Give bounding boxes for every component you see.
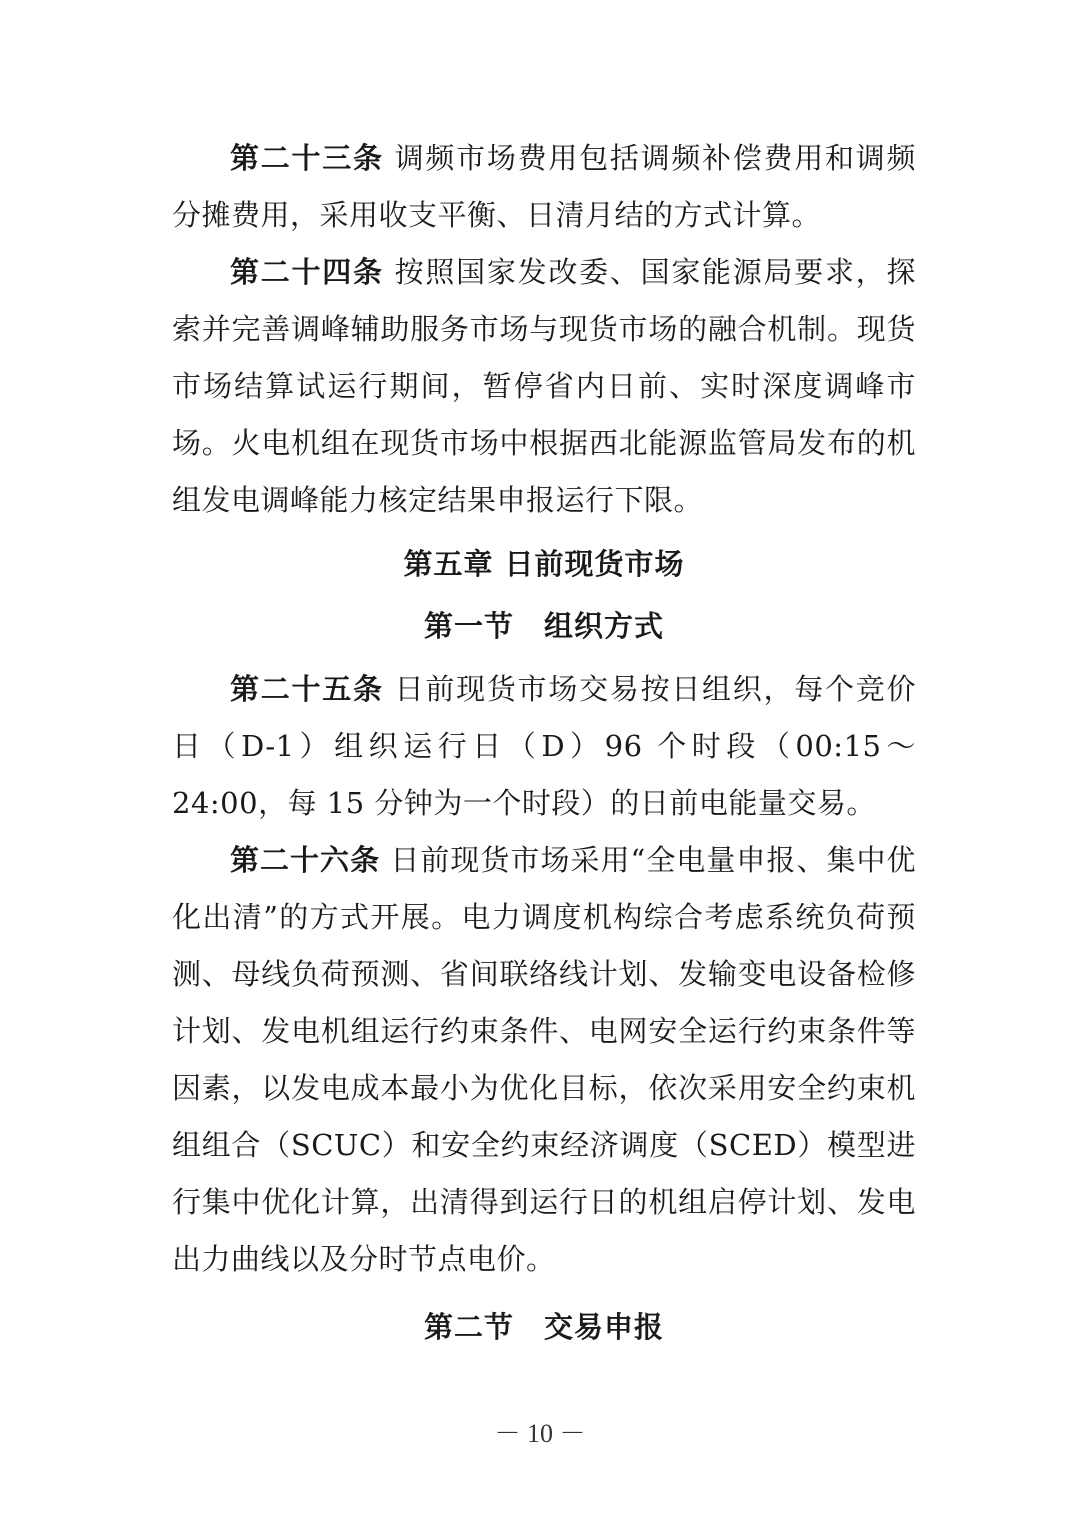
article-25 xyxy=(172,661,916,832)
article-24-title: 第二十四条 xyxy=(230,255,384,289)
article-23-title: 第二十三条 xyxy=(230,141,384,175)
article-23-body: 调频市场费用包括调频补偿费用和调频分摊费用，采用收支平衡、日清月结的方式计算。 xyxy=(172,141,916,232)
article-24-body: 按照国家发改委、国家能源局要求，探索并完善调峰辅助服务市场与现货市场的融合机制。现货市场结算试运行期间，暂停省内日前、实时深度调峰市场。火电机组在现货市场中根据西北能源监管局发布的机组发电调峰能力核定结果申报运行下限。 xyxy=(172,255,916,517)
section-1-heading: 第一节 组织方式 xyxy=(423,609,664,643)
article-26-body: 日前现货市场采用“全电量申报、集中优化出清”的方式开展。电力调度机构综合考虑系统负荷预测、母线负荷预测、省间联络线计划、发输变电设备检修计划、发电机组运行约束条件、电网安全运行约束条件等因素，以发电成本最小为优化目标，依次采用安全约束机组组合（SCUC）和安全约束经济调度（SCED）模型进行集中优化计算，出清得到运行日的机组启停计划、发电出力曲线以及分时节点电价。 xyxy=(172,843,917,1276)
article-26 xyxy=(172,832,916,1288)
page-number: － 10 － xyxy=(494,1419,586,1448)
article-26-title: 第二十六条 xyxy=(230,843,381,877)
section-2-heading: 第二节 交易申报 xyxy=(423,1310,664,1344)
article-25-body: 日前现货市场交易按日组织，每个竞价日（D-1）组织运行日（D）96 个时段（00:15～24:00，每 15 分钟为一个时段）的日前电能量交易。 xyxy=(172,672,916,820)
article-25-title: 第二十五条 xyxy=(230,672,384,706)
document-page xyxy=(172,130,916,1358)
article-24 xyxy=(172,244,916,529)
article-23 xyxy=(172,130,916,244)
chapter-5-heading: 第五章 日前现货市场 xyxy=(403,547,685,581)
